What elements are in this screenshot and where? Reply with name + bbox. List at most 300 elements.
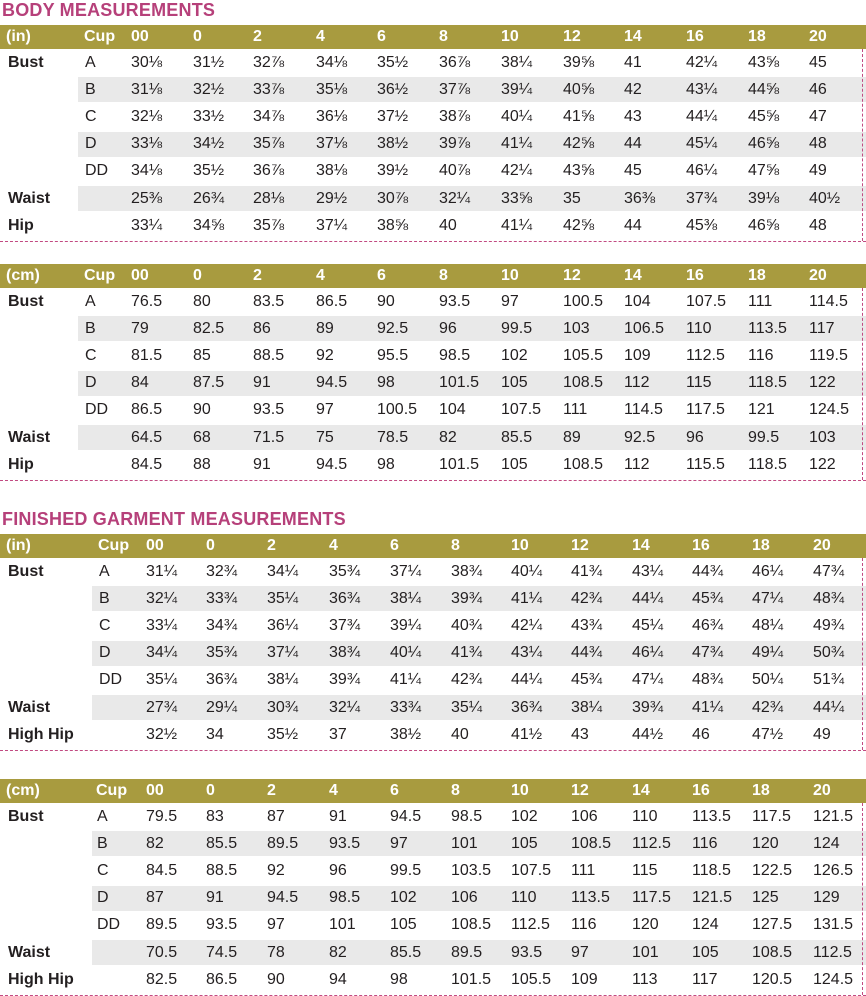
table-bottom-border <box>0 241 866 242</box>
measurement-value: 88.5 <box>206 861 238 879</box>
size-header: 14 <box>624 267 642 284</box>
measurement-value: 107.5 <box>511 861 552 879</box>
measurement-value: 41¼ <box>501 216 533 234</box>
size-header: 6 <box>390 782 399 799</box>
measurement-value: 82.5 <box>193 319 225 337</box>
measurement-value: 33⅞ <box>253 80 285 98</box>
row-label: Waist <box>8 943 51 961</box>
measurement-value: 41¼ <box>511 589 543 607</box>
measurement-value: 34¼ <box>146 644 178 662</box>
measurement-value: 48¼ <box>752 616 784 634</box>
measurement-value: 92.5 <box>377 319 409 337</box>
measurement-value: 115 <box>686 374 712 392</box>
measurement-value: 115.5 <box>686 455 725 473</box>
measurement-value: 117 <box>692 970 718 988</box>
table-row <box>0 315 866 342</box>
measurement-value: 32¼ <box>146 589 178 607</box>
table-right-border <box>862 288 863 480</box>
measurement-value: 98 <box>377 374 395 392</box>
cup-size: B <box>85 319 96 337</box>
measurement-value: 30¾ <box>267 698 299 716</box>
size-header: 18 <box>752 782 770 799</box>
measurement-value: 34⅛ <box>316 53 348 71</box>
size-header: 10 <box>501 267 519 284</box>
measurement-value: 103.5 <box>451 861 492 879</box>
measurement-value: 96 <box>329 861 347 879</box>
measurement-value: 47 <box>809 107 827 125</box>
cup-size: DD <box>99 671 123 689</box>
cup-size: D <box>99 644 111 662</box>
measurement-value: 46¾ <box>692 616 724 634</box>
measurement-value: 37¼ <box>390 562 422 580</box>
measurement-value: 37¾ <box>329 616 361 634</box>
measurement-value: 35¼ <box>451 698 483 716</box>
table-bottom-border <box>0 480 866 481</box>
table-header-row <box>0 779 866 803</box>
measurement-value: 111 <box>563 401 588 419</box>
measurement-value: 32⅛ <box>131 107 163 125</box>
size-header: 20 <box>813 782 831 799</box>
measurement-value: 44¼ <box>686 107 718 125</box>
measurement-value: 86.5 <box>316 292 348 310</box>
measurement-value: 89.5 <box>267 834 299 852</box>
measurement-value: 120 <box>632 916 659 934</box>
size-header: 14 <box>624 28 642 45</box>
measurement-value: 91 <box>329 807 347 825</box>
measurement-value: 90 <box>267 970 285 988</box>
measurement-value: 102 <box>390 889 417 907</box>
measurement-value: 45¼ <box>686 135 718 153</box>
measurement-value: 74.5 <box>206 943 238 961</box>
measurement-value: 116 <box>692 834 718 852</box>
measurement-value: 90 <box>193 401 211 419</box>
size-header: 6 <box>377 267 386 284</box>
measurement-value: 105 <box>511 834 538 852</box>
size-header: 00 <box>146 537 164 554</box>
measurement-value: 101.5 <box>439 374 480 392</box>
measurement-value: 79.5 <box>146 807 178 825</box>
cup-size: A <box>97 807 108 825</box>
measurement-value: 48¾ <box>692 671 724 689</box>
measurement-value: 93.5 <box>253 401 285 419</box>
measurement-value: 39¾ <box>632 698 664 716</box>
size-header: 8 <box>451 782 460 799</box>
measurement-value: 39⅛ <box>748 189 780 207</box>
measurement-value: 121.5 <box>692 889 733 907</box>
size-header: 12 <box>571 537 589 554</box>
row-label: Bust <box>8 292 44 310</box>
table-row <box>0 370 866 397</box>
table-row <box>0 640 866 667</box>
size-header: 2 <box>267 537 276 554</box>
row-label: Waist <box>8 189 51 207</box>
measurement-value: 43¾ <box>571 616 603 634</box>
table-row <box>0 803 866 830</box>
measurement-value: 41⅝ <box>563 107 595 125</box>
measurement-value: 107.5 <box>501 401 542 419</box>
measurement-value: 112 <box>624 374 650 392</box>
measurement-value: 93.5 <box>439 292 471 310</box>
measurement-value: 36⅞ <box>439 53 471 71</box>
measurement-value: 44¾ <box>571 644 603 662</box>
measurement-value: 105 <box>501 374 528 392</box>
unit-label: (in) <box>6 537 31 554</box>
cup-size: A <box>85 53 96 71</box>
measurement-value: 113.5 <box>748 319 787 337</box>
measurement-value: 40¼ <box>511 562 543 580</box>
measurement-value: 99.5 <box>390 861 422 879</box>
measurement-value: 38¾ <box>451 562 483 580</box>
measurement-value: 38¼ <box>390 589 422 607</box>
measurement-value: 41¼ <box>692 698 724 716</box>
measurement-value: 35 <box>563 189 581 207</box>
measurement-value: 37¼ <box>267 644 299 662</box>
row-label: Bust <box>8 807 44 825</box>
measurement-value: 118.5 <box>748 374 787 392</box>
measurement-value: 40⅞ <box>439 162 471 180</box>
size-header: 18 <box>748 28 766 45</box>
size-header: 0 <box>206 782 215 799</box>
table-row <box>0 76 866 103</box>
measurement-value: 42¼ <box>686 53 718 71</box>
measurement-value: 35⅞ <box>253 216 285 234</box>
measurement-value: 84.5 <box>146 861 178 879</box>
measurement-value: 124.5 <box>813 970 854 988</box>
measurement-value: 109 <box>624 346 651 364</box>
measurement-value: 32¼ <box>329 698 361 716</box>
measurement-value: 41¼ <box>501 135 533 153</box>
measurement-value: 33¼ <box>131 216 163 234</box>
measurement-value: 38½ <box>390 725 422 743</box>
size-header: 12 <box>563 28 581 45</box>
measurement-value: 83 <box>206 807 224 825</box>
size-header: 16 <box>686 267 704 284</box>
cup-size: B <box>97 834 108 852</box>
measurement-value: 46⅝ <box>748 216 780 234</box>
measurement-value: 98 <box>377 455 395 473</box>
size-header: 18 <box>752 537 770 554</box>
measurement-value: 85 <box>193 346 211 364</box>
row-label: Hip <box>8 455 34 473</box>
measurement-value: 42¼ <box>511 616 543 634</box>
table-row <box>0 721 866 748</box>
measurement-value: 120.5 <box>752 970 793 988</box>
measurement-value: 112.5 <box>511 916 550 934</box>
table-row <box>0 939 866 966</box>
measurement-value: 31⅛ <box>131 80 163 98</box>
measurement-value: 117.5 <box>632 889 671 907</box>
table-row <box>0 966 866 993</box>
measurement-value: 116 <box>748 346 774 364</box>
measurement-value: 93.5 <box>329 834 361 852</box>
measurement-value: 32¼ <box>439 189 471 207</box>
size-header: 18 <box>748 267 766 284</box>
size-header: 20 <box>809 28 827 45</box>
measurement-value: 96 <box>439 319 457 337</box>
measurement-value: 110 <box>686 319 712 337</box>
measurement-value: 44½ <box>632 725 664 743</box>
measurement-value: 86.5 <box>131 401 163 419</box>
measurement-value: 88 <box>193 455 211 473</box>
measurement-value: 85.5 <box>501 428 533 446</box>
measurement-value: 112.5 <box>686 346 725 364</box>
measurement-value: 40¾ <box>451 616 483 634</box>
measurement-value: 113.5 <box>692 807 731 825</box>
measurement-value: 43 <box>571 725 589 743</box>
measurement-value: 42¾ <box>571 589 603 607</box>
measurement-value: 87 <box>146 889 164 907</box>
measurement-value: 40¼ <box>390 644 422 662</box>
cup-size: D <box>97 889 109 907</box>
measurement-value: 39¼ <box>390 616 422 634</box>
measurement-value: 36¾ <box>511 698 543 716</box>
measurement-value: 100.5 <box>563 292 604 310</box>
measurement-value: 38¾ <box>329 644 361 662</box>
measurement-value: 99.5 <box>501 319 533 337</box>
measurement-value: 27¾ <box>146 698 178 716</box>
measurement-value: 105.5 <box>563 346 604 364</box>
size-header: 6 <box>377 28 386 45</box>
measurement-value: 33¼ <box>146 616 178 634</box>
row-label: Hip <box>8 216 34 234</box>
measurement-value: 93.5 <box>206 916 238 934</box>
measurement-value: 38⅝ <box>377 216 409 234</box>
cup-header: Cup <box>96 782 128 799</box>
cup-size: A <box>99 562 110 580</box>
measurement-value: 94.5 <box>316 455 348 473</box>
measurement-value: 35½ <box>193 162 225 180</box>
measurement-value: 44¼ <box>813 698 845 716</box>
measurement-value: 37¼ <box>316 216 348 234</box>
measurement-value: 25⅜ <box>131 189 163 207</box>
measurement-value: 82.5 <box>146 970 178 988</box>
measurement-value: 48¾ <box>813 589 845 607</box>
measurement-value: 48 <box>809 216 827 234</box>
measurement-value: 110 <box>632 807 658 825</box>
table-row <box>0 397 866 424</box>
table-row <box>0 49 866 76</box>
measurement-value: 131.5 <box>813 916 854 934</box>
measurement-value: 126.5 <box>813 861 854 879</box>
measurement-value: 88.5 <box>253 346 285 364</box>
measurement-value: 102 <box>511 807 538 825</box>
measurement-value: 45 <box>809 53 827 71</box>
measurement-value: 42¾ <box>752 698 784 716</box>
measurement-value: 39⅝ <box>563 53 595 71</box>
size-header: 16 <box>692 782 710 799</box>
measurement-value: 101 <box>632 943 659 961</box>
measurement-value: 33⅛ <box>131 135 163 153</box>
measurement-value: 105.5 <box>511 970 552 988</box>
measurement-value: 80 <box>193 292 211 310</box>
measurement-value: 115 <box>632 861 658 879</box>
measurement-value: 122.5 <box>752 861 793 879</box>
size-header: 6 <box>390 537 399 554</box>
size-header: 4 <box>316 28 325 45</box>
measurement-value: 107.5 <box>686 292 727 310</box>
size-header: 10 <box>511 537 529 554</box>
size-header: 16 <box>686 28 704 45</box>
measurement-value: 108.5 <box>563 455 604 473</box>
measurement-value: 100.5 <box>377 401 418 419</box>
measurement-value: 117.5 <box>686 401 725 419</box>
measurement-value: 49 <box>813 725 831 743</box>
measurement-value: 28⅛ <box>253 189 285 207</box>
measurement-value: 35¾ <box>206 644 238 662</box>
table-row <box>0 857 866 884</box>
measurement-value: 44¾ <box>692 562 724 580</box>
cup-size: B <box>99 589 110 607</box>
measurement-value: 45⅜ <box>686 216 718 234</box>
table-row <box>0 212 866 239</box>
measurement-value: 38½ <box>377 135 409 153</box>
measurement-value: 42⅝ <box>563 216 595 234</box>
measurement-value: 34⅞ <box>253 107 285 125</box>
measurement-value: 105 <box>501 455 528 473</box>
measurement-value: 105 <box>390 916 417 934</box>
measurement-value: 98.5 <box>439 346 471 364</box>
table-row <box>0 694 866 721</box>
measurement-value: 121.5 <box>813 807 854 825</box>
measurement-value: 94.5 <box>390 807 422 825</box>
measurement-value: 33¾ <box>390 698 422 716</box>
measurement-value: 95.5 <box>377 346 409 364</box>
cup-size: B <box>85 80 96 98</box>
size-header: 2 <box>253 28 262 45</box>
measurement-value: 85.5 <box>390 943 422 961</box>
measurement-value: 35½ <box>377 53 409 71</box>
measurement-value: 124 <box>692 916 719 934</box>
measurement-value: 44¼ <box>632 589 664 607</box>
cup-size: DD <box>85 162 109 180</box>
measurement-value: 41¾ <box>451 644 483 662</box>
measurement-value: 33½ <box>193 107 225 125</box>
measurement-value: 84 <box>131 374 149 392</box>
measurement-value: 112 <box>624 455 650 473</box>
measurement-value: 129 <box>813 889 840 907</box>
measurement-value: 106.5 <box>624 319 665 337</box>
table-right-border <box>862 803 863 995</box>
measurement-value: 41 <box>624 53 642 71</box>
table-row <box>0 667 866 694</box>
measurement-value: 47½ <box>752 725 784 743</box>
measurement-value: 41¼ <box>390 671 422 689</box>
measurement-value: 38¼ <box>501 53 533 71</box>
size-header: 20 <box>809 267 827 284</box>
cup-size: A <box>85 292 96 310</box>
measurement-value: 36¼ <box>267 616 299 634</box>
measurement-value: 47⅝ <box>748 162 780 180</box>
measurement-value: 119.5 <box>809 346 848 364</box>
size-header: 0 <box>193 267 202 284</box>
measurement-value: 96 <box>686 428 704 446</box>
measurement-value: 92.5 <box>624 428 656 446</box>
measurement-value: 30⅛ <box>131 53 163 71</box>
measurement-value: 38¼ <box>267 671 299 689</box>
measurement-value: 37½ <box>377 107 409 125</box>
measurement-value: 44¼ <box>511 671 543 689</box>
measurement-value: 30⅞ <box>377 189 409 207</box>
cup-size: D <box>85 374 97 392</box>
measurement-value: 117 <box>809 319 835 337</box>
table-row <box>0 185 866 212</box>
measurement-value: 70.5 <box>146 943 178 961</box>
measurement-value: 41½ <box>511 725 543 743</box>
measurement-value: 106 <box>451 889 478 907</box>
table-row <box>0 612 866 639</box>
measurement-value: 38⅞ <box>439 107 471 125</box>
measurement-value: 46¼ <box>686 162 718 180</box>
measurement-value: 103 <box>809 428 836 446</box>
measurement-value: 89 <box>563 428 581 446</box>
size-header: 00 <box>131 28 149 45</box>
row-label: Bust <box>8 562 44 580</box>
measurement-value: 86 <box>253 319 271 337</box>
cup-size: C <box>97 861 109 879</box>
table-bottom-border <box>0 750 866 751</box>
size-header: 8 <box>451 537 460 554</box>
measurement-table <box>0 779 866 993</box>
measurement-value: 117.5 <box>752 807 791 825</box>
cup-size: DD <box>97 916 121 934</box>
measurement-value: 75 <box>316 428 334 446</box>
measurement-value: 97 <box>390 834 408 852</box>
measurement-value: 46¼ <box>632 644 664 662</box>
measurement-value: 116 <box>571 916 597 934</box>
measurement-value: 97 <box>571 943 589 961</box>
measurement-value: 39¾ <box>451 589 483 607</box>
measurement-value: 43⅝ <box>748 53 780 71</box>
measurement-value: 29¼ <box>206 698 238 716</box>
table-header-row <box>0 264 866 288</box>
measurement-value: 50¼ <box>752 671 784 689</box>
table-row <box>0 558 866 585</box>
row-label: Waist <box>8 428 51 446</box>
measurement-value: 32¾ <box>206 562 238 580</box>
measurement-value: 37⅞ <box>439 80 471 98</box>
measurement-value: 47¾ <box>692 644 724 662</box>
measurement-value: 92 <box>267 861 285 879</box>
measurement-value: 92 <box>316 346 334 364</box>
measurement-value: 35⅞ <box>253 135 285 153</box>
measurement-value: 85.5 <box>206 834 238 852</box>
measurement-value: 45¾ <box>571 671 603 689</box>
measurement-value: 71.5 <box>253 428 285 446</box>
size-header: 14 <box>632 782 650 799</box>
measurement-value: 32½ <box>146 725 178 743</box>
measurement-value: 104 <box>439 401 466 419</box>
measurement-value: 36⅛ <box>316 107 348 125</box>
measurement-value: 105 <box>692 943 719 961</box>
measurement-value: 102 <box>501 346 528 364</box>
measurement-value: 113.5 <box>571 889 610 907</box>
measurement-value: 81.5 <box>131 346 163 364</box>
measurement-value: 89.5 <box>146 916 178 934</box>
measurement-value: 39¼ <box>501 80 533 98</box>
measurement-value: 43¼ <box>511 644 543 662</box>
measurement-value: 31½ <box>193 53 225 71</box>
table-row <box>0 131 866 158</box>
unit-label: (in) <box>6 28 31 45</box>
size-header: 10 <box>501 28 519 45</box>
measurement-value: 41¾ <box>571 562 603 580</box>
size-header: 20 <box>813 537 831 554</box>
measurement-value: 51¾ <box>813 671 845 689</box>
measurement-value: 45 <box>624 162 642 180</box>
measurement-value: 32⅞ <box>253 53 285 71</box>
measurement-value: 45⅝ <box>748 107 780 125</box>
measurement-value: 101.5 <box>451 970 492 988</box>
